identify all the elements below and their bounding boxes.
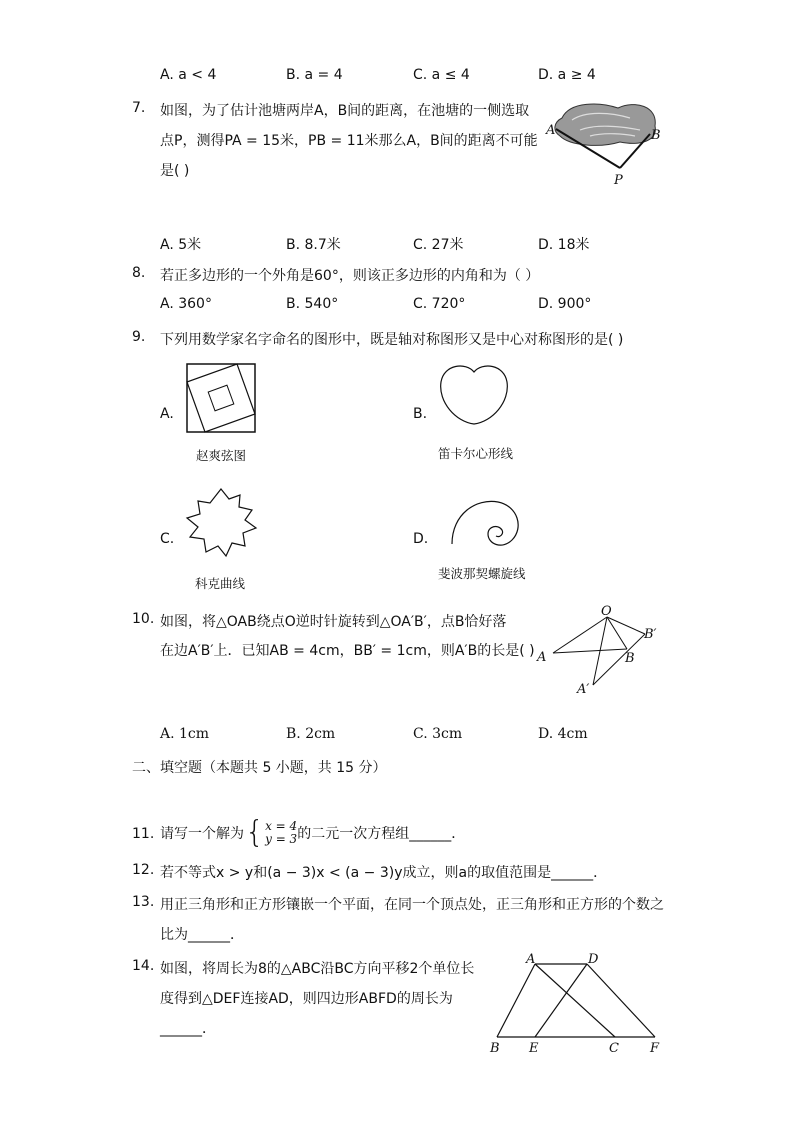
q13-line-2: 比为______． xyxy=(160,927,244,943)
q9-caption-d: 斐波那契螺旋线 xyxy=(438,566,526,581)
q8-option-c: C. 720° xyxy=(413,296,466,312)
q6-option-a: A. a < 4 xyxy=(160,67,217,83)
label-o: O xyxy=(601,605,612,619)
label-b-prime: B′ xyxy=(644,627,657,642)
q6-option-b: B. a = 4 xyxy=(286,67,343,83)
q9-text: 下列用数学家名字命名的图形中，既是轴对称图形又是中心对称图形的是( ) xyxy=(160,332,624,348)
label-p: P xyxy=(614,173,623,188)
label-a-prime: A′ xyxy=(577,682,590,697)
q7-option-c: C. 27米 xyxy=(413,237,464,253)
q8-text: 若正多边形的一个外角是60°，则该正多边形的内角和为（ ） xyxy=(160,268,540,284)
q7-option-b: B. 8.7米 xyxy=(286,237,341,253)
label-c: C xyxy=(609,1041,619,1056)
label-b: B xyxy=(490,1041,500,1056)
q13-line-1: 用正三角形和正方形镶嵌一个平面，在同一个顶点处，正三角形和正方形的个数之 xyxy=(160,897,664,913)
label-a: A xyxy=(546,123,556,138)
q10-option-d: D. 4cm xyxy=(538,726,588,742)
q14-line-3: ______． xyxy=(160,1021,216,1037)
zhao-shuang-diagram xyxy=(185,362,257,434)
q8-option-d: D. 900° xyxy=(538,296,592,312)
q9-caption-b: 笛卡尔心形线 xyxy=(438,446,514,461)
q11-number: 11. xyxy=(132,826,155,842)
pond-shape xyxy=(555,104,655,145)
q9-option-a-letter: A. xyxy=(160,406,174,422)
q14-translation-figure xyxy=(485,948,665,1058)
q6-option-d: D. a ≥ 4 xyxy=(538,67,596,83)
label-d: D xyxy=(588,952,599,967)
cardioid-diagram xyxy=(436,362,516,428)
q10-option-c: C. 3cm xyxy=(413,726,463,742)
q13-number: 13. xyxy=(132,894,155,910)
q11-system xyxy=(265,820,297,846)
q8-option-b: B. 540° xyxy=(286,296,339,312)
q11-post: 的二元一次方程组______． xyxy=(297,826,466,842)
q11-pre: 请写一个解为 xyxy=(160,826,244,842)
q10-number: 10. xyxy=(132,611,155,627)
q7-line-2: 点P，测得PA = 15米，PB = 11米那么A，B间的距离不可能 xyxy=(160,133,538,149)
q14-number: 14. xyxy=(132,958,155,974)
q12-number: 12. xyxy=(132,862,155,878)
q11-eq1: x = 4 xyxy=(265,819,298,833)
q11-body xyxy=(160,813,465,853)
label-b: B xyxy=(625,651,635,666)
q9-caption-a: 赵爽弦图 xyxy=(196,448,247,463)
q12-text: 若不等式x > y和(a − 3)x < (a − 3)y成立，则a的取值范围是______． xyxy=(160,865,608,881)
q14-line-2: 度得到△DEF连接AD，则四边形ABFD的周长为 xyxy=(160,991,453,1007)
label-a: A xyxy=(526,952,536,967)
q7-line-1: 如图，为了估计池塘两岸A，B间的距离，在池塘的一侧选取 xyxy=(160,103,530,119)
q7-option-a: A. 5米 xyxy=(160,237,202,253)
label-a: A xyxy=(537,650,547,665)
label-e: E xyxy=(529,1041,539,1056)
q7-number: 7. xyxy=(132,100,146,116)
q7-pond-figure xyxy=(540,96,670,188)
q8-number: 8. xyxy=(132,265,146,281)
label-f: F xyxy=(650,1041,660,1056)
q7-line-3: 是( ) xyxy=(160,163,190,179)
q9-option-c-letter: C. xyxy=(160,531,175,547)
koch-curve-diagram xyxy=(182,486,260,566)
q10-option-b: B. 2cm xyxy=(286,726,336,742)
q10-rotation-figure xyxy=(535,605,665,697)
q10-line-1: 如图，将△OAB绕点O逆时针旋转到△OA′B′，点B恰好落 xyxy=(160,614,507,630)
q6-option-c: C. a ≤ 4 xyxy=(413,67,470,83)
section-2-title: 二、填空题（本题共 5 小题，共 15 分） xyxy=(132,760,387,776)
q9-option-b-letter: B. xyxy=(413,406,428,422)
fibonacci-spiral-diagram xyxy=(446,494,526,554)
q9-caption-c: 科克曲线 xyxy=(195,576,246,591)
q11-eq2: y = 3 xyxy=(265,832,298,846)
label-b: B xyxy=(651,128,661,143)
q9-option-d-letter: D. xyxy=(413,531,429,547)
q14-line-1: 如图，将周长为8的△ABC沿BC方向平移2个单位长 xyxy=(160,961,475,977)
q10-line-2: 在边A′B′上．已知AB = 4cm，BB′ = 1cm，则A′B的长是( ) xyxy=(160,643,535,659)
q8-option-a: A. 360° xyxy=(160,296,212,312)
q9-number: 9. xyxy=(132,329,146,345)
q7-option-d: D. 18米 xyxy=(538,237,590,253)
q10-option-a: A. 1cm xyxy=(160,726,210,742)
brace-icon: { xyxy=(245,815,265,850)
